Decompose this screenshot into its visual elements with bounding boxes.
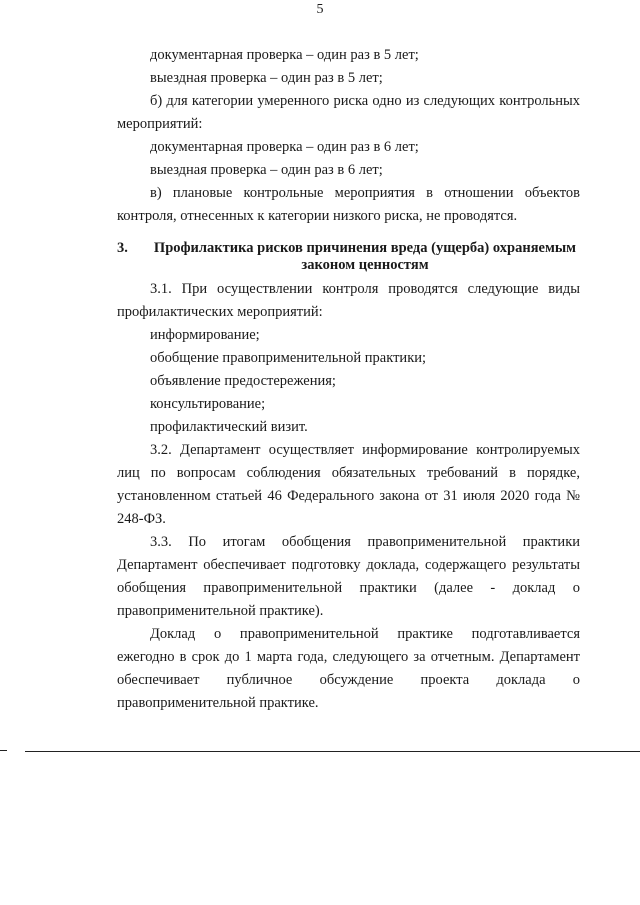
text-paragraph: б) для категории умеренного риска одно из следующих контрольных мероприятий: <box>117 93 580 132</box>
section-number: 3. <box>117 240 128 256</box>
list-item: обобщение правоприменительной практики; <box>150 350 427 366</box>
section-heading <box>117 240 580 274</box>
text-paragraph: 3.1. При осуществлении контроля проводятся следующие виды профилактических мероприятий: <box>117 281 580 320</box>
list-item: консультирование; <box>150 396 266 412</box>
text-line: выездная проверка – один раз в 6 лет; <box>150 162 383 178</box>
scan-edge-mark <box>0 750 7 751</box>
list-item: информирование; <box>150 327 260 343</box>
text-line: выездная проверка – один раз в 5 лет; <box>150 70 383 86</box>
text-paragraph: Доклад о правоприменительной практике подготавливается ежегодно в срок до 1 марта года, следующего за отчетным. Департамент обеспечивает публичное обсуждение проекта доклада о правоприменительной практике. <box>117 626 580 711</box>
text-paragraph: 3.3. По итогам обобщения правоприменительной практики Департамент обеспечивает подготовку доклада, содержащего результаты обобщения правоприменительной практики (далее - доклад о правоприменительной практике). <box>117 534 580 619</box>
text-paragraph: 3.2. Департамент осуществляет информирование контролируемых лиц по вопросам соблюдения обязательных требований в порядке, установленном статьей 46 Федерального закона от 31 июля 2020 года № 248-ФЗ. <box>117 442 580 527</box>
section-title: Профилактика рисков причинения вреда (ущерба) охраняемым законом ценностям <box>153 240 577 273</box>
footer-rule <box>25 751 640 752</box>
list-item: профилактический визит. <box>150 419 308 435</box>
page-number: 5 <box>316 2 324 17</box>
list-item: объявление предостережения; <box>150 373 336 389</box>
document-body <box>117 44 580 715</box>
text-line: документарная проверка – один раз в 6 лет; <box>150 139 419 155</box>
text-paragraph: в) плановые контрольные мероприятия в отношении объектов контроля, отнесенных к категории низкого риска, не проводятся. <box>117 185 580 224</box>
text-line: документарная проверка – один раз в 5 лет; <box>150 47 419 63</box>
